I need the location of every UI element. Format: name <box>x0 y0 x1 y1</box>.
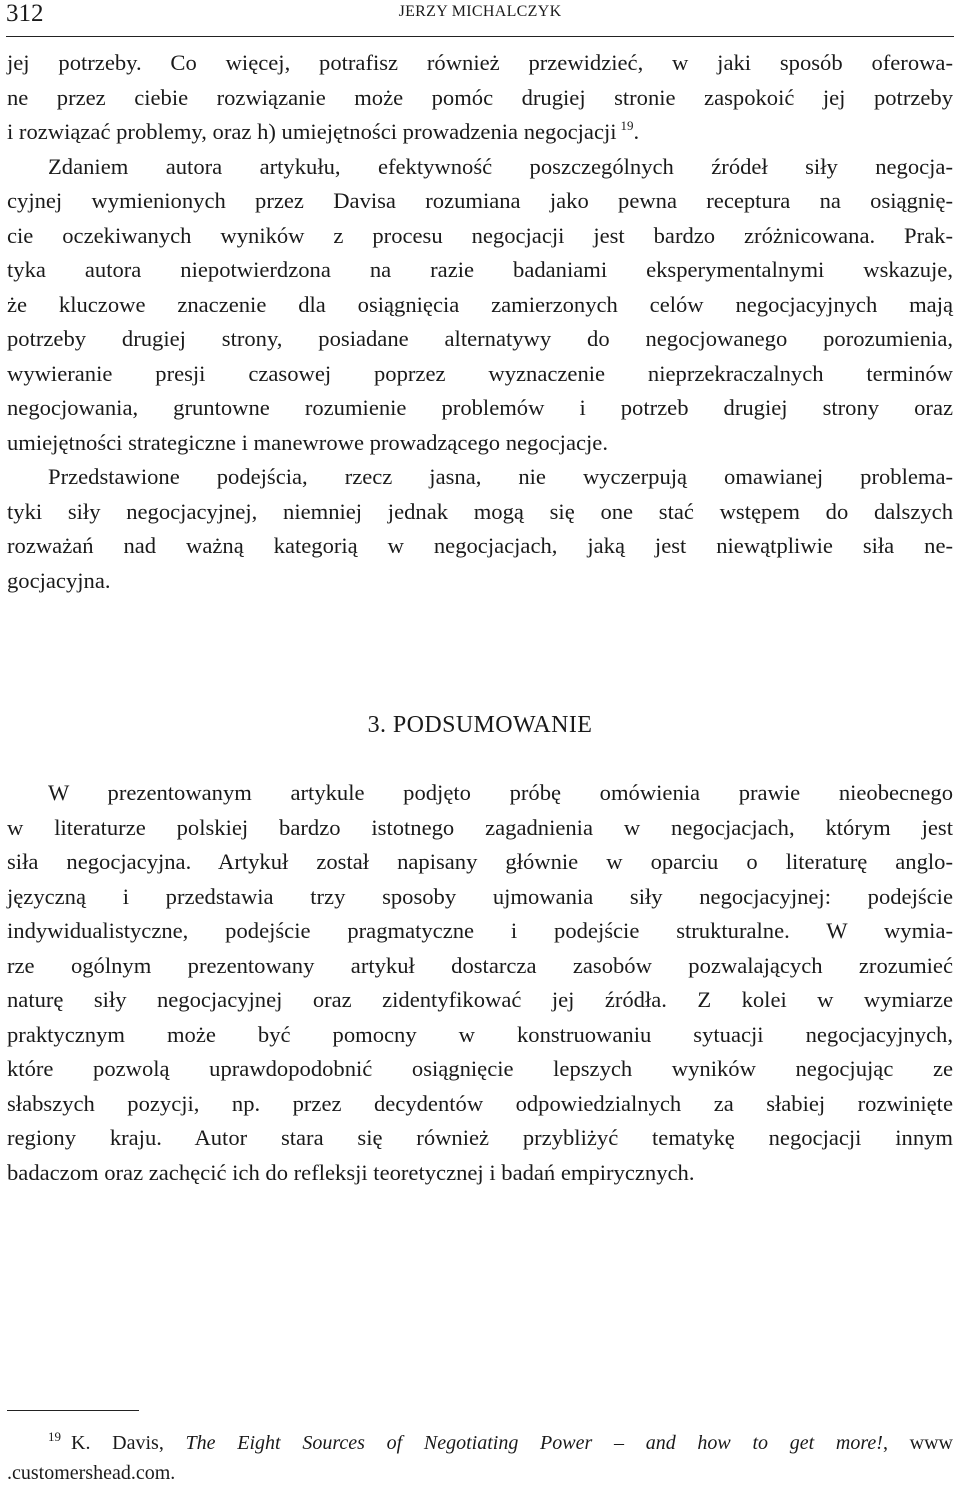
page-number: 312 <box>6 0 44 27</box>
text-line: siła negocjacyjna. Artykuł został napisany głównie w oparciu o literaturę anglo- <box>7 849 953 874</box>
footnote-punctuation: . <box>633 119 640 144</box>
footnote-author: K. Davis, <box>71 1432 164 1454</box>
section-title: PODSUMOWANIE <box>392 712 593 738</box>
text-line: tyki siły negocjacyjnej, niemniej jednak mogą się one stać wstępem do dalszych <box>7 498 953 524</box>
text-line: tyka autora niepotwierdzona na razie badaniami eksperymentalnymi wskazuje, <box>7 257 953 282</box>
footnote-reference[interactable]: 19 <box>620 118 634 133</box>
text-line: regiony kraju. Autor stara się również przybliżyć tematykę negocjacji innym <box>7 1125 953 1150</box>
paragraph-2 <box>7 150 953 461</box>
text-line: Zdaniem autora artykułu, efektywność poszczególnych źródeł siły negocja- <box>48 153 953 179</box>
text-line: w literaturze polskiej bardzo istotnego zagadnienia w negocjacjach, którym jest <box>7 814 953 840</box>
text-line: że kluczowe znaczenie dla osiągnięcia zamierzonych celów negocjacyjnych mają <box>7 291 953 317</box>
footnote-rule <box>7 1410 139 1411</box>
text-line: umiejętności strategiczne i manewrowe prowadzącego negocjacje. <box>7 429 608 455</box>
footnote-url-start[interactable]: , www <box>882 1432 953 1454</box>
text-line: cyjnej wymienionych przez Davisa rozumiana jako pewna receptura na osiągnię- <box>7 188 953 213</box>
text-line-content: i rozwiązać problemy, oraz h) umiejętności prowadzenia negocjacji <box>7 119 617 144</box>
footnote-mark: 19 <box>48 1429 61 1444</box>
text-line: praktycznym może być pomocny w konstruowaniu sytuacji negocjacyjnych, <box>7 1021 953 1047</box>
footnote-url-end[interactable]: .customershead.com. <box>7 1462 176 1484</box>
text-line: potrzeby drugiej strony, posiadane alternatywy do negocjowanego porozumienia, <box>7 326 953 351</box>
paragraph-3 <box>7 460 953 598</box>
running-head: JERZY MICHALCZYK <box>398 3 562 20</box>
text-line: ne przez ciebie rozwiązanie może pomóc drugiej stronie zaspokoić jej potrzeby <box>7 84 953 110</box>
text-line: które pozwolą uprawdopodobnić osiągnięcie lepszych wyników negocjując ze <box>7 1056 953 1081</box>
text-line: słabszych pozycji, np. przez decydentów odpowiedzialnych za słabiej rozwinięte <box>7 1090 953 1116</box>
text-line: rze ogólnym prezentowany artykuł dostarcza zasobów pozwalających zrozumieć <box>7 952 953 978</box>
text-line: cie oczekiwanych wyników z procesu negocjacji jest bardzo zróżnicowana. Prak- <box>7 222 953 248</box>
page-header <box>6 0 954 36</box>
text-line: jej potrzeby. Co więcej, potrafisz również przewidzieć, w jaki sposób oferowa- <box>7 50 953 75</box>
footnote-title: The Eight Sources of Negotiating Power – and how to get more! <box>185 1432 883 1454</box>
text-line: W prezentowanym artykule podjęto próbę omówienia prawie nieobecnego <box>48 780 953 805</box>
text-line: Przedstawione podejścia, rzecz jasna, nie wyczerpują omawianej problema- <box>48 464 953 489</box>
text-line: negocjowania, gruntowne rozumienie problemów i potrzeb drugiej strony oraz <box>7 395 953 420</box>
section-heading <box>0 712 960 739</box>
text-line: indywidualistyczne, podejście pragmatyczne i podejście strukturalne. W wymia- <box>7 918 953 943</box>
section-number: 3. <box>367 712 387 738</box>
text-line: naturę siły negocjacyjnej oraz zidentyfikować jej źródła. Z kolei w wymiarze <box>7 987 953 1012</box>
text-line: wywieranie presji czasowej poprzez wyznaczenie nieprzekraczalnych terminów <box>7 360 953 386</box>
text-line <box>7 115 953 150</box>
header-rule <box>6 36 954 37</box>
paragraph-1 <box>7 46 953 150</box>
text-line: języczną i przedstawia trzy sposoby ujmowania siły negocjacyjnej: podejście <box>7 883 953 909</box>
paragraph-4 <box>7 776 953 1190</box>
text-line: rozważań nad ważną kategorią w negocjacjach, jaką jest niewątpliwie siła ne- <box>7 533 953 558</box>
text-line: gocjacyjna. <box>7 567 111 593</box>
footnote <box>7 1428 953 1488</box>
footnote-line <box>7 1428 953 1458</box>
text-line: badaczom oraz zachęcić ich do refleksji teoretycznej i badań empirycznych. <box>7 1159 695 1185</box>
